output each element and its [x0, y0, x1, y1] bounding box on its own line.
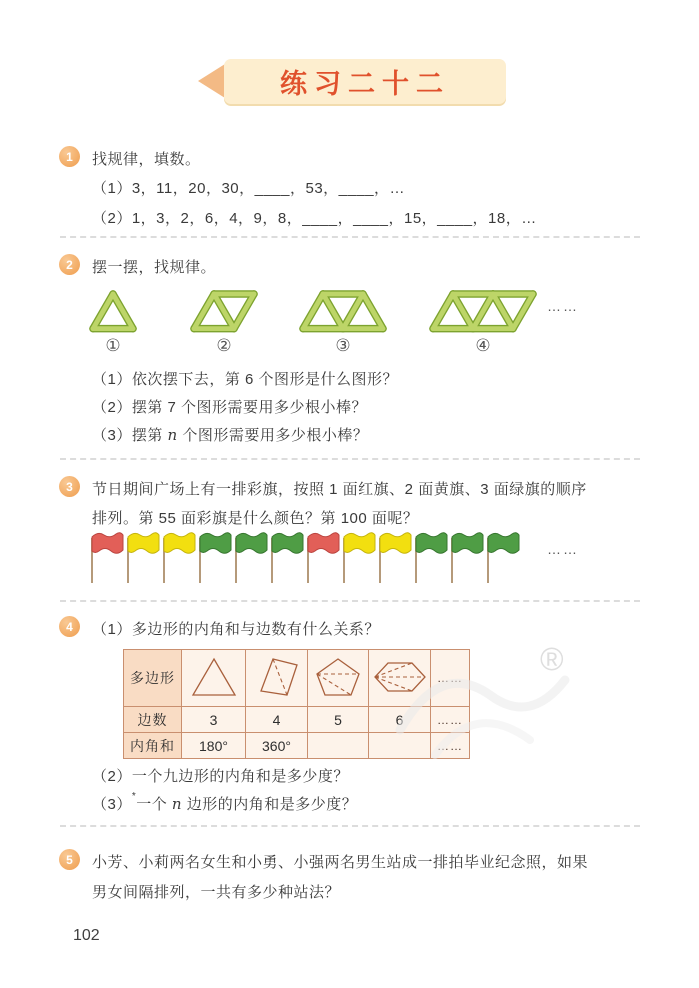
- sides-value: 5: [308, 707, 369, 733]
- separator: [60, 458, 640, 460]
- problem-5-line-1: 小芳、小莉两名女生和小勇、小强两名男生站成一排拍毕业纪念照，如果: [92, 854, 589, 871]
- green-flag-icon: [236, 533, 267, 583]
- yellow-flag-icon: [164, 533, 195, 583]
- problem-1-title: 找规律，填数。: [92, 151, 201, 168]
- problem-4-q2: （2）一个九边形的内角和是多少度？: [92, 768, 349, 785]
- problem-2-q2: （2）摆第 7 个图形需要用多少根小棒？: [92, 399, 368, 416]
- yellow-flag-icon: [344, 533, 375, 583]
- green-flag-icon: [416, 533, 447, 583]
- polygon-quadrilateral-icon: [246, 650, 308, 707]
- matchstick-figure-3: [296, 287, 390, 336]
- figure-label-3: ③: [335, 336, 351, 355]
- separator: [60, 600, 640, 602]
- problem-4-q1: （1）多边形的内角和与边数有什么关系？: [92, 621, 380, 638]
- problem-4-q3: （3）*一个 n 边形的内角和是多少度？: [92, 791, 358, 813]
- separator: [60, 825, 640, 827]
- green-flag-icon: [200, 533, 231, 583]
- red-flag-icon: [92, 533, 123, 583]
- problem-3-badge: 3: [59, 476, 80, 497]
- problem-2-title: 摆一摆，找规律。: [92, 259, 217, 276]
- page-number: 102: [73, 927, 100, 944]
- problem-4-badge: 4: [59, 616, 80, 637]
- angle-sum-value: 180°: [182, 733, 246, 759]
- problem-1-sequence-1: （1）3，11，20，30，____，53，____，…: [92, 180, 406, 197]
- figure-label-1: ①: [105, 336, 121, 355]
- exercise-title-banner: [196, 58, 508, 106]
- polygon-table: [123, 649, 470, 759]
- flag-row: [88, 530, 524, 591]
- table-row-label-polygon: 多边形: [124, 650, 182, 707]
- green-flag-icon: [488, 533, 519, 583]
- problem-2-q3: （3）摆第 n 个图形需要用多少根小棒？: [92, 426, 369, 444]
- matchstick-figure-1: [86, 287, 140, 336]
- table-row-label-angle-sum: 内角和: [124, 733, 182, 759]
- flags-ellipsis: ……: [547, 541, 579, 557]
- table-ellipsis: ……: [431, 650, 470, 707]
- asterisk-marker: *: [131, 791, 137, 802]
- problem-3-line-1: 节日期间广场上有一排彩旗，按照 1 面红旗、2 面黄旗、3 面绿旗的顺序: [92, 481, 587, 498]
- yellow-flag-icon: [380, 533, 411, 583]
- exercise-title: 练习二十二: [280, 68, 450, 99]
- problem-1-badge: 1: [59, 146, 80, 167]
- polygon-triangle-icon: [182, 650, 246, 707]
- angle-sum-value: [369, 733, 431, 759]
- variable-n: n: [171, 795, 183, 813]
- separator: [60, 236, 640, 238]
- problem-5-line-2: 男女间隔排列，一共有多少种站法？: [92, 884, 341, 901]
- table-row-label-sides: 边数: [124, 707, 182, 733]
- banner-pencil-tip-icon: [198, 64, 225, 98]
- problem-1-sequence-2: （2）1，3，2，6，4，9，8，____，____，15，____，18，…: [92, 210, 537, 227]
- table-ellipsis: ……: [431, 733, 470, 759]
- sides-value: 3: [182, 707, 246, 733]
- problem-5-badge: 5: [59, 849, 80, 870]
- problem-3-line-2: 排列。第 55 面彩旗是什么颜色？第 100 面呢？: [92, 510, 419, 527]
- figure-label-4: ④: [475, 336, 491, 355]
- angle-sum-value: 360°: [246, 733, 308, 759]
- green-flag-icon: [452, 533, 483, 583]
- flags-svg: [88, 530, 524, 586]
- matchstick-figure-4: [426, 287, 540, 336]
- registered-trademark-watermark: ®: [540, 641, 564, 677]
- polygon-hexagon-icon: [369, 650, 431, 707]
- table-ellipsis: ……: [431, 707, 470, 733]
- figures-ellipsis: ……: [547, 298, 579, 314]
- sides-value: 6: [369, 707, 431, 733]
- matchstick-figure-2: [187, 287, 261, 336]
- polygon-pentagon-icon: [308, 650, 369, 707]
- problem-2-badge: 2: [59, 254, 80, 275]
- figure-label-2: ②: [216, 336, 232, 355]
- red-flag-icon: [308, 533, 339, 583]
- variable-n: n: [167, 426, 178, 444]
- angle-sum-value: [308, 733, 369, 759]
- green-flag-icon: [272, 533, 303, 583]
- sides-value: 4: [246, 707, 308, 733]
- problem-2-q1: （1）依次摆下去，第 6 个图形是什么图形？: [92, 371, 399, 388]
- yellow-flag-icon: [128, 533, 159, 583]
